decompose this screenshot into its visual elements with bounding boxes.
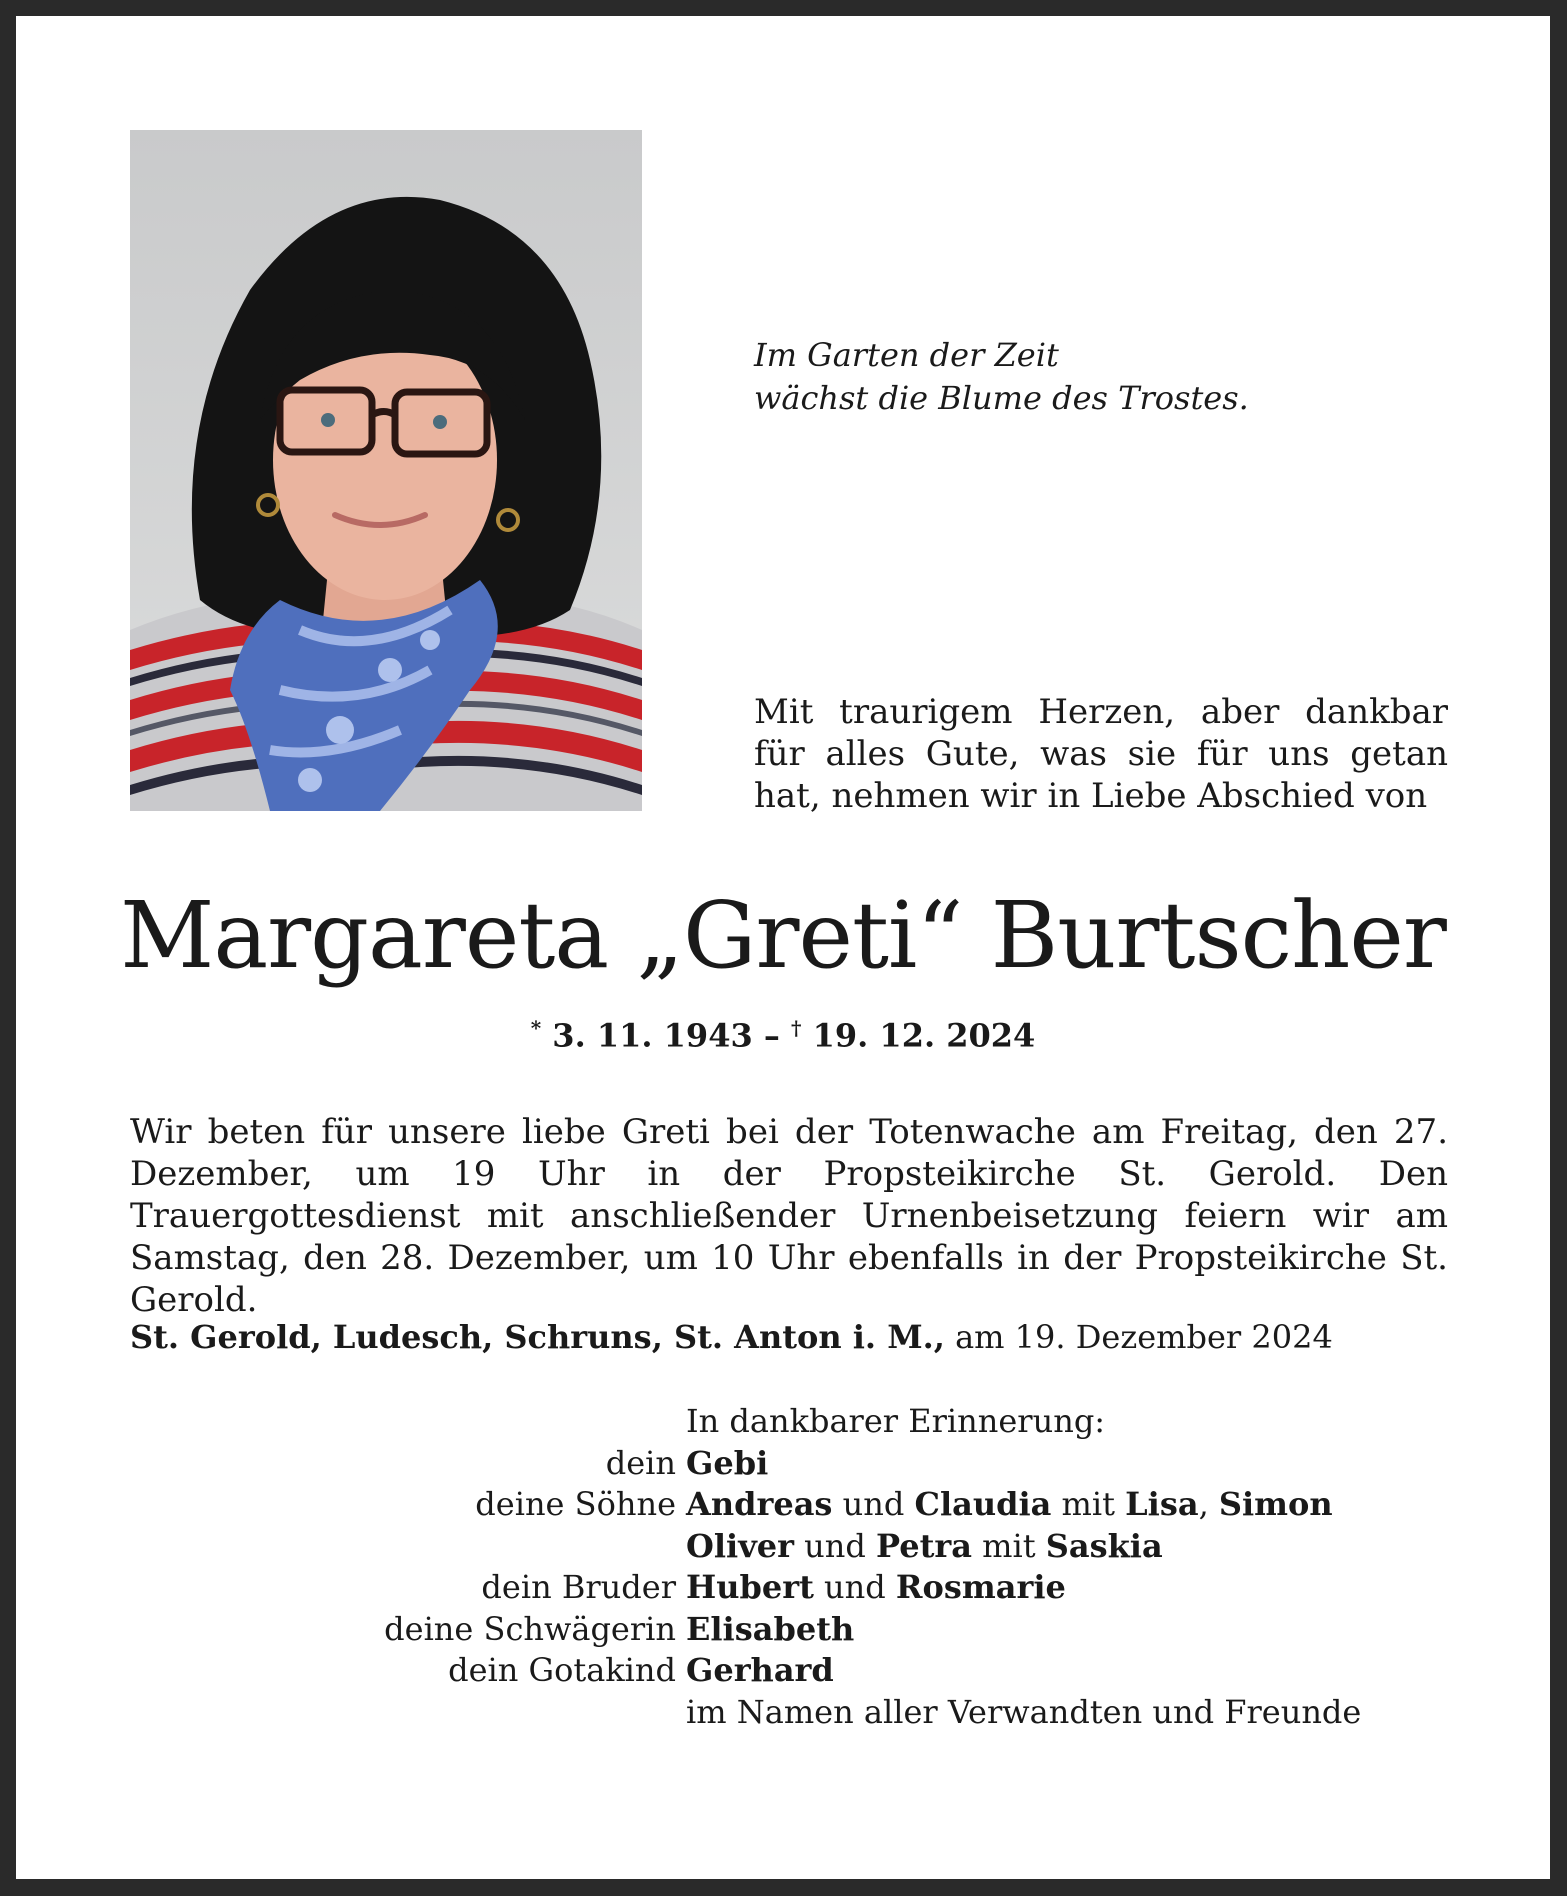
- mourner-name: Elisabeth: [686, 1609, 855, 1648]
- mourner-names: [686, 1484, 1333, 1526]
- mourner-connector: mit: [971, 1526, 1046, 1565]
- birth-date: 3. 11. 1943: [552, 1016, 753, 1055]
- mourner-relation: dein: [605, 1443, 676, 1482]
- mourner-name: Lisa: [1125, 1485, 1199, 1523]
- mourner-relation: deine Schwägerin: [384, 1609, 676, 1648]
- notice-date: am 19. Dezember 2024: [944, 1318, 1333, 1356]
- mourner-name: Oliver: [686, 1526, 794, 1565]
- mourner-connector: und: [794, 1526, 877, 1565]
- intro-text: Mit traurigem Herzen, aber dankbar für alles Gute, was sie für uns getan hat, nehmen wir in Liebe Abschied von: [754, 692, 1448, 816]
- mourner-name: Hubert: [686, 1568, 814, 1606]
- quote-line-2: wächst die Blume des Trostes.: [754, 379, 1249, 417]
- mourner-connector: im Namen aller Verwandten und Freunde: [686, 1692, 1362, 1731]
- mourners-list: [16, 1401, 1550, 1733]
- mourner-names: [686, 1526, 1163, 1568]
- life-dates: [16, 1016, 1550, 1055]
- mourner-name: Gebi: [686, 1443, 769, 1482]
- obituary-card: [16, 16, 1550, 1879]
- mourner-name: Saskia: [1045, 1526, 1163, 1565]
- mourner-names: [686, 1609, 854, 1651]
- deceased-name: Margareta „Greti“ Burtscher: [120, 882, 1446, 989]
- mourner-row: [16, 1526, 1550, 1568]
- mourner-rows: [16, 1443, 1550, 1734]
- place-date-line: [130, 1316, 1333, 1358]
- mourner-name: Rosmarie: [895, 1568, 1066, 1606]
- mourner-row: [16, 1443, 1550, 1485]
- announcement-text: Wir beten für unsere liebe Greti bei der Totenwache am Freitag, den 27. Dezember, um 19 Uhr in der Propsteikirche St. Gerold. Den Trauergottesdienst mit anschließender Urnenbeisetzung feiern wir am Samstag, den 28. Dezember, um 10 Uhr ebenfalls in der Propsteikirche St. Gerold.: [130, 1112, 1448, 1320]
- mourner-connector: mit: [1051, 1485, 1126, 1523]
- mourner-names: [686, 1650, 834, 1692]
- quote-line-1: Im Garten der Zeit: [754, 336, 1059, 374]
- mourner-name: Simon: [1218, 1485, 1333, 1523]
- mourners-heading: In dankbarer Erinnerung:: [686, 1402, 1106, 1440]
- mourner-connector: und: [832, 1485, 915, 1523]
- mourner-names: [686, 1692, 1361, 1734]
- death-symbol: †: [791, 1016, 802, 1040]
- mourner-names: [686, 1567, 1066, 1609]
- mourner-relation: deine Söhne: [475, 1485, 676, 1523]
- mourner-name: Claudia: [914, 1485, 1052, 1523]
- place-names: St. Gerold, Ludesch, Schruns, St. Anton i. M.,: [130, 1318, 945, 1356]
- death-date: 19. 12. 2024: [812, 1016, 1036, 1055]
- mourner-connector: und: [813, 1568, 896, 1606]
- mourner-connector: ,: [1198, 1485, 1219, 1523]
- mourner-row: [16, 1692, 1550, 1734]
- mourner-row: [16, 1609, 1550, 1651]
- mourners-heading-row: [16, 1401, 1550, 1443]
- mourner-relation: dein Gotakind: [448, 1651, 676, 1689]
- mourner-relation: dein Bruder: [481, 1568, 676, 1606]
- quote: [754, 334, 1249, 420]
- mourner-row: [16, 1650, 1550, 1692]
- mourner-name: Petra: [876, 1526, 972, 1565]
- mourner-name: Andreas: [686, 1485, 833, 1523]
- birth-symbol: *: [530, 1016, 542, 1040]
- mourner-names: [686, 1443, 768, 1485]
- mourner-name: Gerhard: [686, 1651, 834, 1689]
- mourner-row: [16, 1567, 1550, 1609]
- mourner-row: [16, 1484, 1550, 1526]
- date-separator: –: [752, 1016, 791, 1055]
- portrait-photo: [130, 130, 642, 811]
- portrait-illustration: [130, 130, 642, 811]
